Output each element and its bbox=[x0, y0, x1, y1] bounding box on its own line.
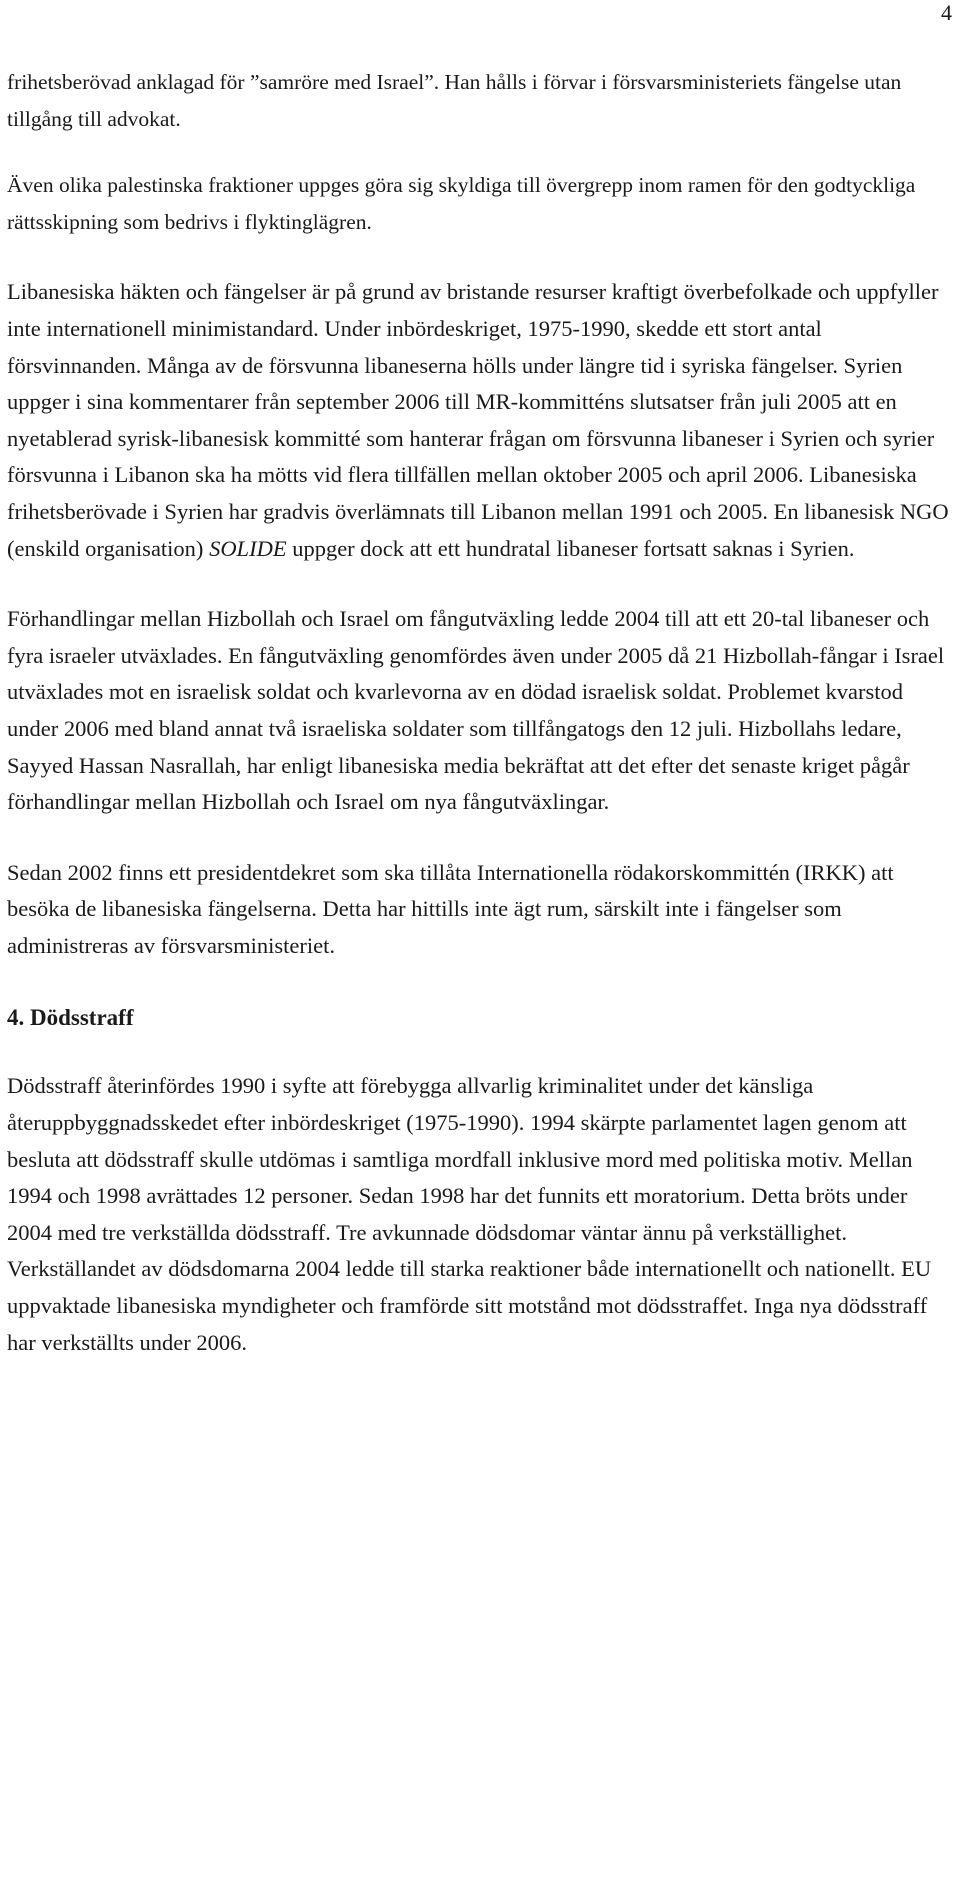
paragraph-red-cross: Sedan 2002 finns ett presidentdekret som ska tillåta Internationella rödakorskommittén (IRKK) att besöka de libanesiska fängelserna. Detta har hittills inte ägt rum, särskilt inte i fängelser som administreras av försvarsministeriet. bbox=[7, 859, 894, 958]
paragraph-prisons-text-end: uppger dock att ett hundratal libaneser fortsatt saknas i Syrien. bbox=[286, 535, 855, 561]
paragraph-prisoner-exchange: Förhandlingar mellan Hizbollah och Israel om fångutväxling ledde 2004 till att ett 20-tal libaneser och fyra israeler utväxlades. En fångutväxling genomfördes även under 2005 då 21 Hizbollah-fångar i Israel utväxlades mot en israelisk soldat och kvarlevorna av en dödad israelisk soldat. Problemet kvarstod under 2006 med bland annat två israeliska soldater som tillfångatogs den 12 juli. Hizbollahs ledare, Sayyed Hassan Nasrallah, har enligt libanesiska media bekräftat att det efter det senaste kriget pågår förhandlingar mellan Hizbollah och Israel om nya fångutväxlingar. bbox=[7, 606, 945, 815]
document-body bbox=[7, 64, 951, 1395]
organisation-name-italic: SOLIDE bbox=[209, 535, 287, 561]
paragraph-detention-israel: frihetsberövad anklagad för ”samröre med Israel”. Han hålls i förvar i försvarsministeriets fängelse utan tillgång till advokat. bbox=[7, 70, 902, 131]
paragraph-death-penalty: Dödsstraff återinfördes 1990 i syfte att förebygga allvarlig kriminalitet under det känsliga återuppbyggnadsskedet efter inbördeskriget (1975-1990). 1994 skärpte parlamentet lagen genom att besluta att dödsstraff skulle utdömas i samtliga mordfall inklusive mord med politiska motiv. Mellan 1994 och 1998 avrättades 12 personer. Sedan 1998 har det funnits ett moratorium. Detta bröts under 2004 med tre verkställda dödsstraff. Tre avkunnade dödsdomar väntar ännu på verkställighet. Verkställandet av dödsdomarna 2004 ledde till starka reaktioner både internationellt och nationellt. EU uppvaktade libanesiska myndigheter och framförde sitt motstånd mot dödsstraffet. Inga nya dödsstraff har verkställts under 2006. bbox=[7, 1073, 932, 1355]
section-heading-death-penalty: 4. Dödsstraff bbox=[7, 1005, 134, 1031]
paragraph-prisons-text-start: Libanesiska häkten och fängelser är på grund av bristande resurser kraftigt överbefolkade och uppfyller inte internationell minimistandard. Under inbördeskriget, 1975-1990, skedde ett stort antal försvinnanden. Många av de försvunna libaneserna hölls under längre tid i syriska fängelser. Syrien uppger i sina kommentarer från september 2006 till MR-kommitténs slutsatser från juli 2005 att en nyetablerad syrisk-libanesisk kommitté som hanterar frågan om försvunna libaneser i Syrien och syrier försvunna i Libanon ska ha mötts vid flera tillfällen mellan oktober 2005 och april 2006. Libanesiska frihetsberövade i Syrien har gradvis överlämnats till Libanon mellan 1991 och 2005. En libanesisk NGO (enskild organisation) bbox=[7, 279, 949, 561]
paragraph-palestinian-factions: Även olika palestinska fraktioner uppges göra sig skyldiga till övergrepp inom ramen för den godtyckliga rättsskipning som bedrivs i flyktinglägren. bbox=[7, 173, 916, 234]
paragraph-prisons-disappearances bbox=[7, 274, 951, 567]
page-number: 4 bbox=[941, 0, 952, 25]
